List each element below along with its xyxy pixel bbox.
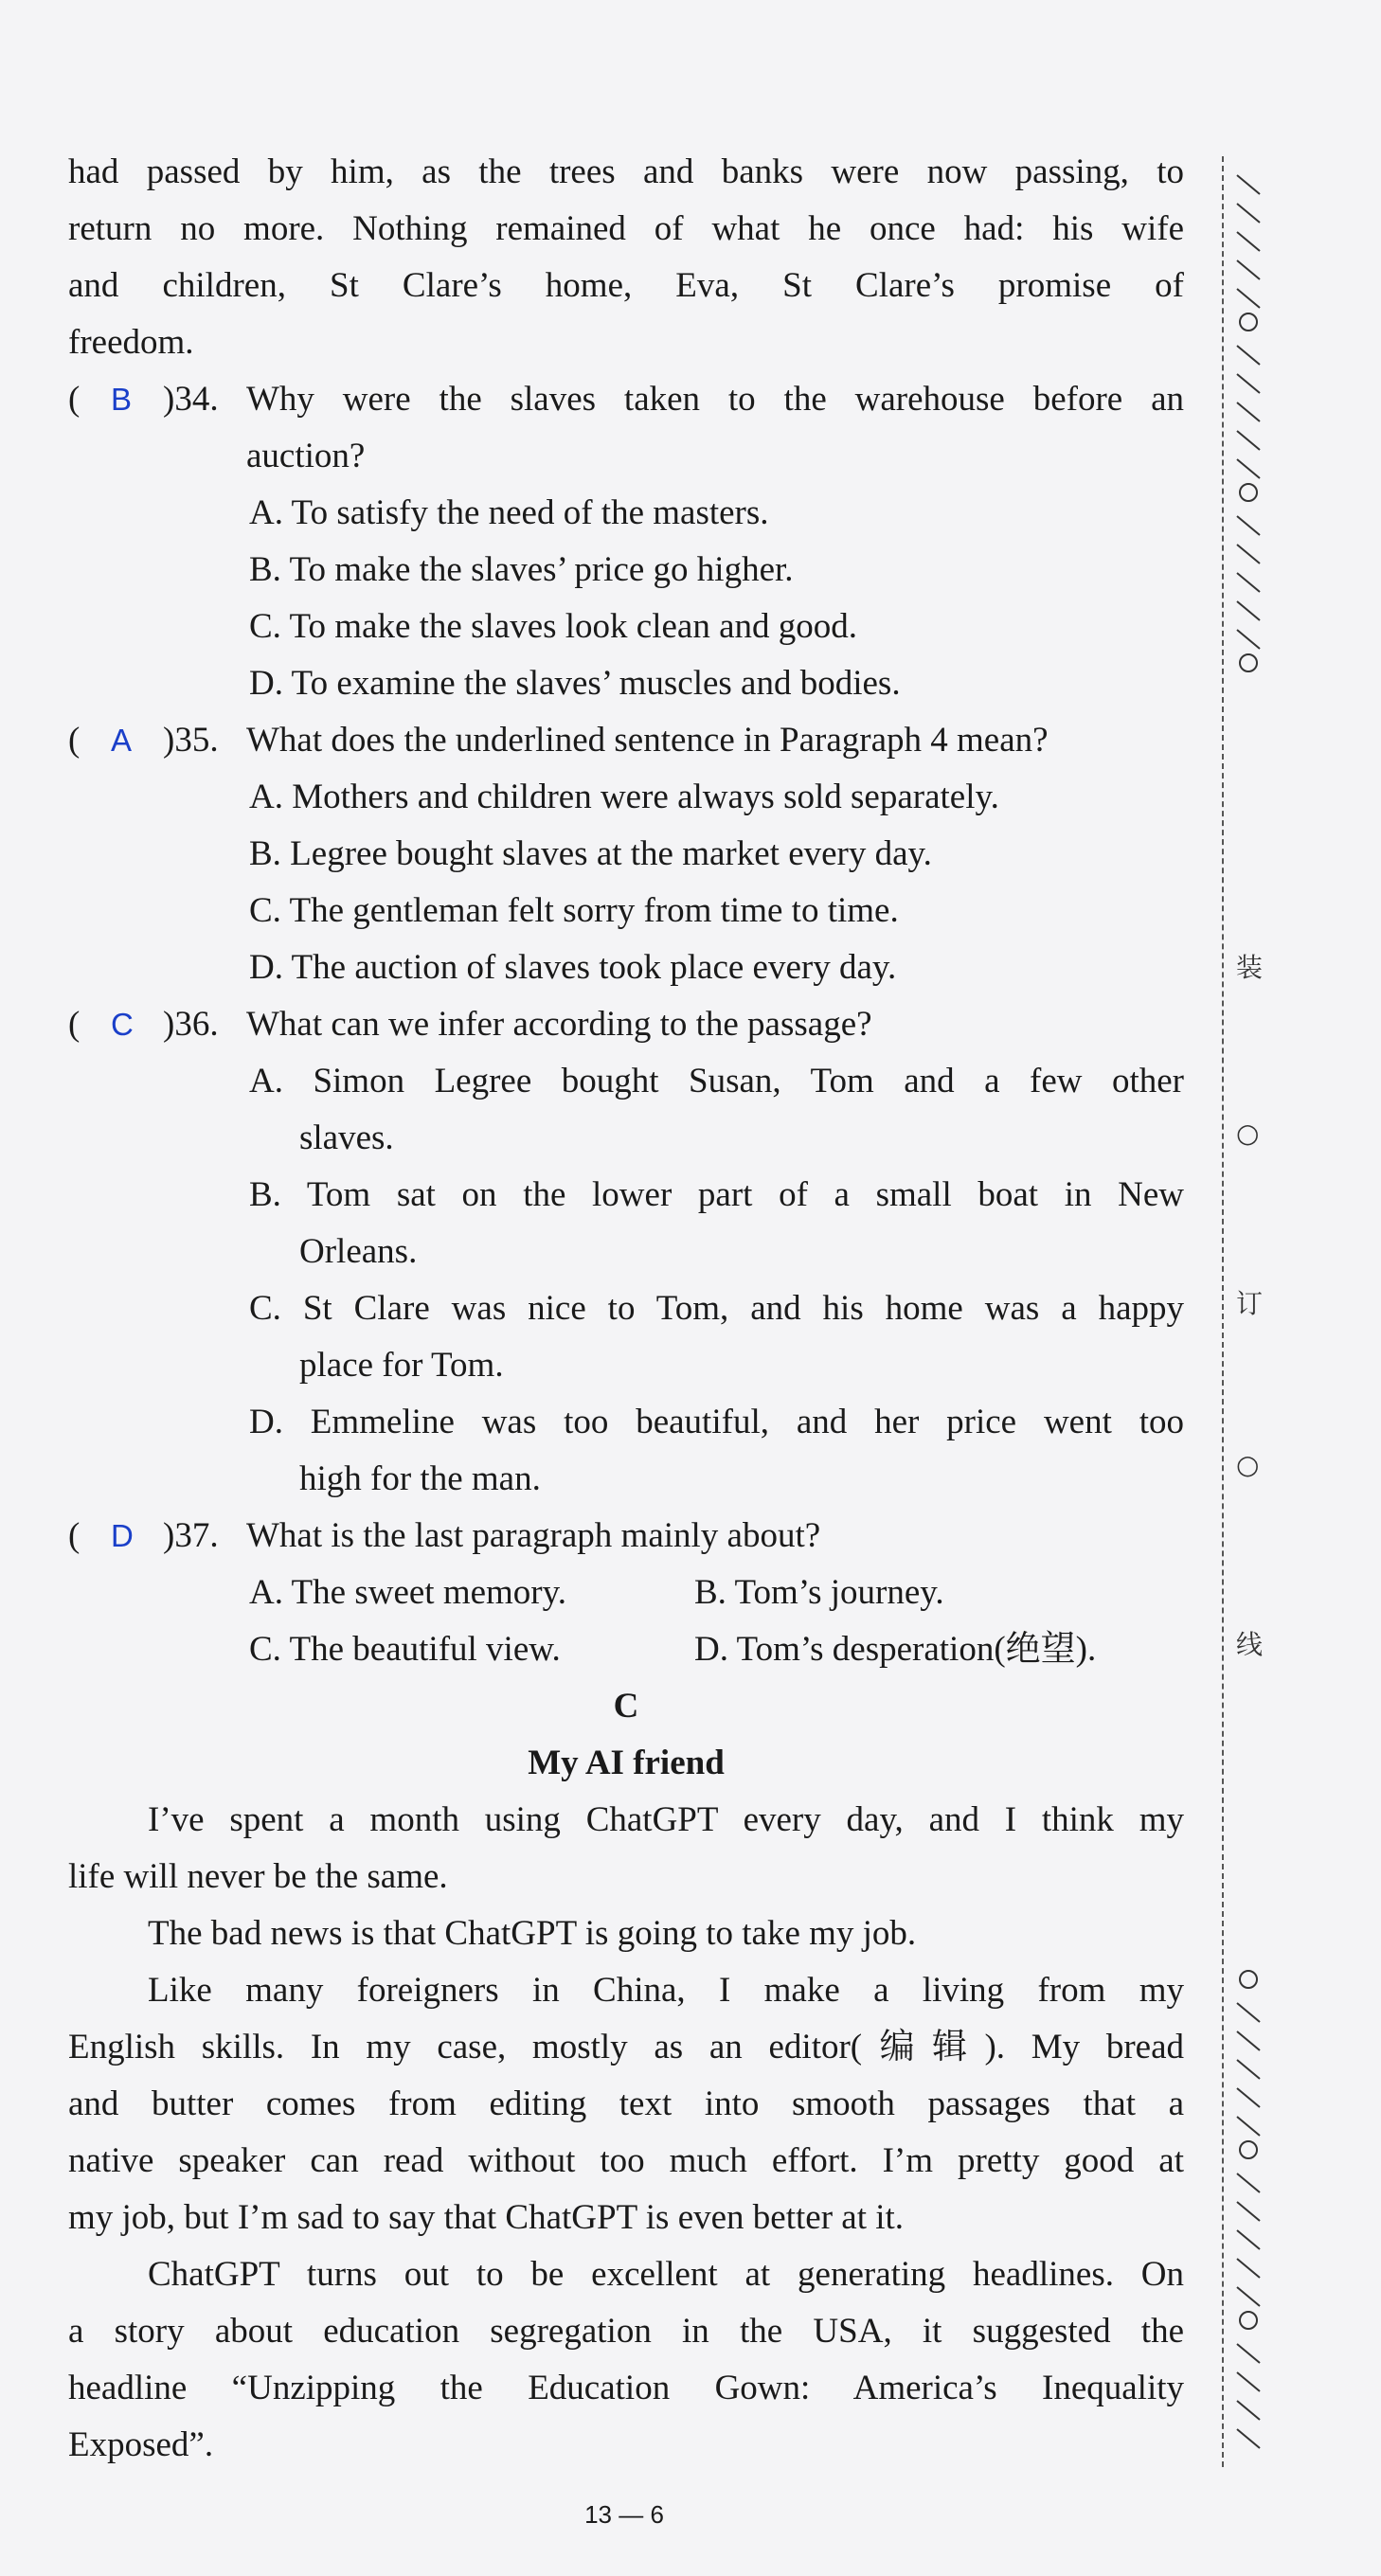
question-text: auction? bbox=[246, 437, 366, 475]
binding-label-xian: 线 bbox=[1236, 1629, 1264, 1660]
option-36-c: C. St Clare was nice to Tom, and his home was a happy bbox=[249, 1289, 1184, 1328]
question-34-cont bbox=[68, 428, 1184, 485]
option-34-d: D. To examine the slaves’ muscles and bodies. bbox=[249, 664, 901, 703]
passage-line: and butter comes from editing text into smooth passages that a bbox=[68, 2084, 1184, 2123]
answer-34: B bbox=[111, 382, 133, 417]
option-37-a: A. The sweet memory. bbox=[249, 1573, 566, 1612]
question-35 bbox=[68, 712, 1184, 769]
passage-line: life will never be the same. bbox=[68, 1857, 448, 1896]
option-36-a: A. Simon Legree bought Susan, Tom and a few other bbox=[249, 1062, 1184, 1100]
binding-label-zhuang: 装 bbox=[1236, 952, 1264, 983]
question-text: Why were the slaves taken to the warehouse before an bbox=[246, 380, 1184, 419]
question-number: )34. bbox=[163, 380, 219, 419]
passage-line: The bad news is that ChatGPT is going to take my job. bbox=[148, 1914, 917, 1953]
question-number: )37. bbox=[163, 1516, 219, 1555]
binding-label-ding: 订 bbox=[1236, 1288, 1264, 1319]
option-36-d-cont: high for the man. bbox=[299, 1459, 541, 1498]
option-35-d: D. The auction of slaves took place every day. bbox=[249, 948, 897, 987]
question-number: )36. bbox=[163, 1005, 219, 1044]
option-37-d: D. Tom’s desperation(绝望). bbox=[694, 1630, 1097, 1669]
question-34 bbox=[68, 371, 1184, 428]
passage-title: My AI friend bbox=[528, 1744, 725, 1782]
passage-line: Like many foreigners in China, I make a living from my bbox=[148, 1971, 1184, 2010]
hatch-decoration-bottom bbox=[1231, 1965, 1265, 2458]
passage-line: English skills. In my case, mostly as an editor(编辑). My bread bbox=[68, 2028, 1184, 2066]
question-text: What does the underlined sentence in Paragraph 4 mean? bbox=[246, 721, 1049, 760]
page-number: 13 — 6 bbox=[584, 2500, 664, 2529]
option-34-b: B. To make the slaves’ price go higher. bbox=[249, 550, 794, 589]
question-36 bbox=[68, 996, 1184, 1053]
question-text: What can we infer according to the passage? bbox=[246, 1005, 872, 1044]
intro-line: and children, St Clare’s home, Eva, St Clare’s promise of bbox=[68, 266, 1184, 305]
passage-line: native speaker can read without too much effort. I’m pretty good at bbox=[68, 2141, 1184, 2180]
option-36-d: D. Emmeline was too beautiful, and her price went too bbox=[249, 1403, 1184, 1441]
answer-37: D bbox=[111, 1518, 134, 1553]
option-36-a-cont: slaves. bbox=[299, 1118, 394, 1157]
option-35-b: B. Legree bought slaves at the market every day. bbox=[249, 834, 932, 873]
answer-35: A bbox=[111, 723, 133, 758]
intro-line: had passed by him, as the trees and banks were now passing, to bbox=[68, 152, 1184, 191]
question-37 bbox=[68, 1508, 1184, 1565]
passage-line: Exposed”. bbox=[68, 2425, 214, 2464]
intro-line: freedom. bbox=[68, 323, 194, 362]
option-36-b: B. Tom sat on the lower part of a small boat in New bbox=[249, 1175, 1184, 1214]
passage-line: headline “Unzipping the Education Gown: America’s Inequality bbox=[68, 2369, 1184, 2407]
answer-paren-open: ( bbox=[68, 1005, 81, 1044]
option-34-a: A. To satisfy the need of the masters. bbox=[249, 493, 769, 532]
hatch-decoration-top bbox=[1231, 166, 1265, 715]
binding-circle: ○ bbox=[1236, 1118, 1260, 1149]
passage-line: my job, but I’m sad to say that ChatGPT is even better at it. bbox=[68, 2198, 905, 2237]
answer-paren-open: ( bbox=[68, 380, 81, 419]
answer-paren-open: ( bbox=[68, 1516, 81, 1555]
passage-line: I’ve spent a month using ChatGPT every day, and I think my bbox=[148, 1800, 1184, 1839]
option-37-c: C. The beautiful view. bbox=[249, 1630, 561, 1669]
option-37-b: B. Tom’s journey. bbox=[694, 1573, 944, 1612]
question-text: What is the last paragraph mainly about? bbox=[246, 1516, 821, 1555]
option-35-a: A. Mothers and children were always sold separately. bbox=[249, 778, 999, 816]
passage-line: a story about education segregation in the USA, it suggested the bbox=[68, 2312, 1184, 2351]
option-36-b-cont: Orleans. bbox=[299, 1232, 418, 1271]
binding-circle: ○ bbox=[1236, 1449, 1260, 1480]
answer-36: C bbox=[111, 1007, 134, 1042]
passage-line: ChatGPT turns out to be excellent at generating headlines. On bbox=[148, 2255, 1184, 2294]
intro-line: return no more. Nothing remained of what he once had: his wife bbox=[68, 209, 1184, 248]
section-letter: C bbox=[613, 1687, 639, 1726]
question-number: )35. bbox=[163, 721, 219, 760]
option-35-c: C. The gentleman felt sorry from time to time. bbox=[249, 891, 899, 930]
option-34-c: C. To make the slaves look clean and good. bbox=[249, 607, 858, 646]
answer-paren-open: ( bbox=[68, 721, 81, 760]
option-36-c-cont: place for Tom. bbox=[299, 1346, 504, 1385]
